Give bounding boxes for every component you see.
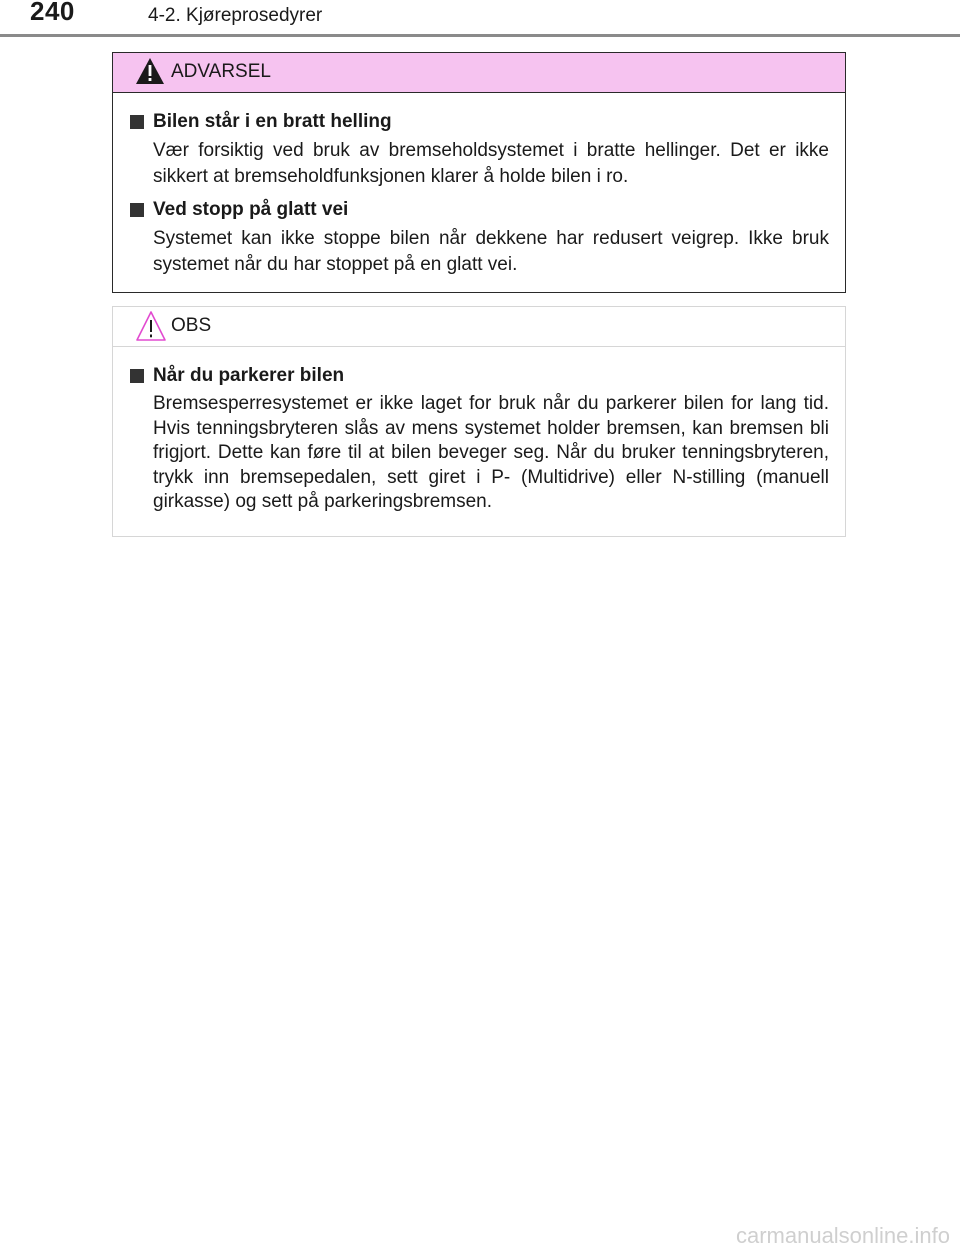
item-title-text: Ved stopp på glatt vei	[153, 199, 349, 220]
warning-header	[113, 53, 845, 93]
caution-item-title	[129, 363, 829, 389]
page-number: 240	[30, 0, 75, 26]
warning-item-text: Systemet kan ikke stoppe bilen når dekkene har redusert veigrep. Ikke bruk systemet når du har stoppet på en glatt vei.	[153, 228, 829, 275]
warning-triangle-icon	[135, 57, 165, 85]
watermark: carmanualsonline.info	[735, 1223, 950, 1248]
warning-body	[113, 93, 845, 278]
warning-box	[112, 52, 846, 293]
header-rule	[0, 34, 960, 37]
item-title-text: Når du parkerer bilen	[153, 365, 345, 386]
item-title-text: Bilen står i en bratt helling	[153, 111, 392, 132]
page-header	[0, 0, 960, 36]
caution-label: OBS	[171, 315, 212, 336]
warning-item-title	[129, 197, 829, 223]
caution-item-text: Bremsesperresystemet er ikke laget for bruk når du parkerer bilen for lang tid. Hvis tenningsbryteren slås av mens systemet holder bremsen, kan bremsen bli frigjort. Dette kan føre til at bilen beveger seg. Når du bruker tenningsbryteren, trykk inn bremsepedalen, sett giret i P- (Multidrive) eller N-stilling (manuell girkasse) og sett på parkeringsbremsen.	[153, 393, 829, 512]
section-title: 4-2. Kjøreprosedyrer	[148, 5, 323, 26]
square-bullet-icon	[130, 369, 144, 383]
caution-triangle-icon	[135, 310, 167, 342]
square-bullet-icon	[130, 115, 144, 129]
warning-item-text: Vær forsiktig ved bruk av bremseholdsystemet i bratte hellinger. Det er ikke sikkert at bremseholdfunksjonen klarer å holde bilen i ro.	[153, 140, 829, 187]
caution-body	[113, 347, 845, 515]
caution-box	[112, 306, 846, 537]
warning-label: ADVARSEL	[171, 61, 271, 82]
caution-header	[113, 307, 845, 347]
square-bullet-icon	[130, 203, 144, 217]
warning-item-title	[129, 109, 829, 135]
